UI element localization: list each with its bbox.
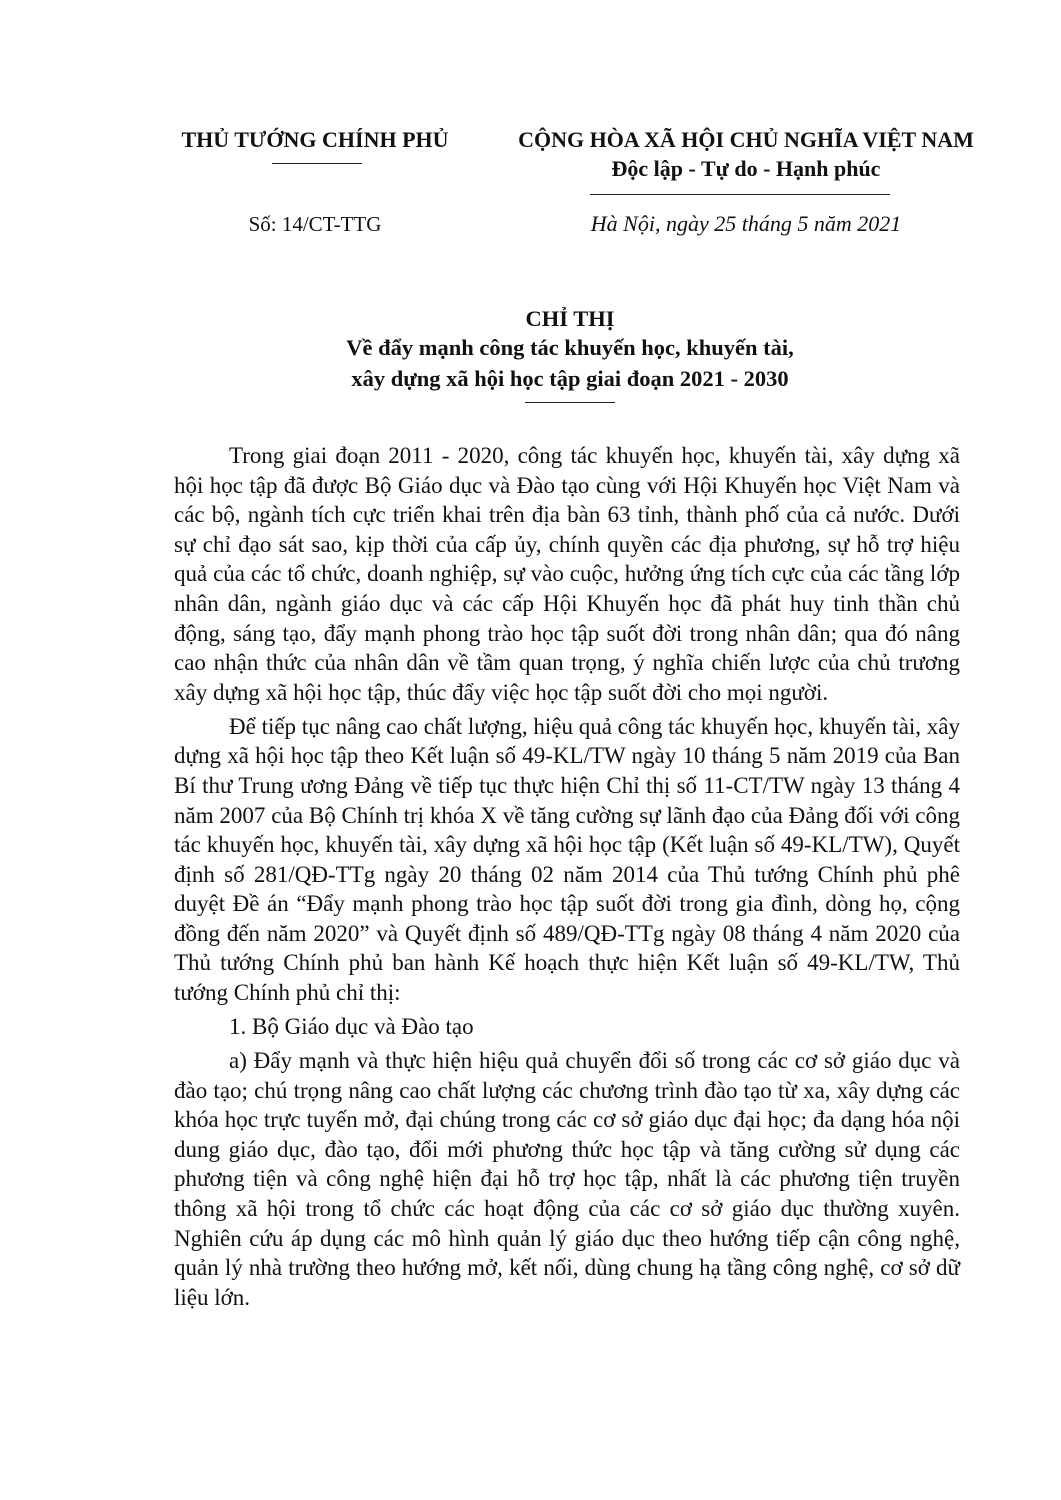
issuer-underline [272, 163, 362, 164]
nation-name: CỘNG HÒA XÃ HỘI CHỦ NGHĨA VIỆT NAM [518, 127, 974, 152]
paragraph-directive: Để tiếp tục nâng cao chất lượng, hiệu quả công tác khuyến học, khuyến tài, xây dựng xã hội học tập theo Kết luận số 49-KL/TW ngày 10 tháng 5 năm 2019 của Ban Bí thư Trung ương Đảng về tiếp tục thực hiện Chỉ thị số 11-CT/TW ngày 13 tháng 4 năm 2007 của Bộ Chính trị khóa X về tăng cường sự lãnh đạo của Đảng đối với công tác khuyến học, khuyến tài, xây dựng xã hội học tập (Kết luận số 49-KL/TW), Quyết định số 281/QĐ-TTg ngày 20 tháng 02 năm 2014 của Thủ tướng Chính phủ phê duyệt Đề án “Đẩy mạnh phong trào học tập suốt đời trong gia đình, dòng họ, cộng đồng đến năm 2020” và Quyết định số 489/QĐ-TTg ngày 08 tháng 4 năm 2020 của Thủ tướng Chính phủ ban hành Kế hoạch thực hiện Kết luận số 49-KL/TW, Thủ tướng Chính phủ chỉ thị: [174, 713, 961, 1006]
issuer-name: THỦ TƯỚNG CHÍNH PHỦ [181, 127, 449, 152]
document-body [174, 441, 960, 1317]
national-motto: Độc lập - Tự do - Hạnh phúc [611, 156, 881, 181]
motto-underline [590, 194, 890, 195]
place-and-date: Hà Nội, ngày 25 tháng 5 năm 2021 [590, 211, 902, 236]
section-heading-1: 1. Bộ Giáo dục và Đào tạo [229, 1014, 474, 1040]
title-underline [525, 402, 615, 403]
paragraph-item-a: a) Đẩy mạnh và thực hiện hiệu quả chuyển đổi số trong các cơ sở giáo dục và đào tạo; chú trọng nâng cao chất lượng các chương trình đào tạo từ xa, xây dựng các khóa học trực tuyến mở, đại chúng trong các cơ sở giáo dục đại học; đa dạng hóa nội dung giáo dục, đào tạo, đổi mới phương thức học tập và tăng cường sử dụng các phương tiện và công nghệ hiện đại hỗ trợ học tập, nhất là các phương tiện truyền thông xã hội trong tổ chức các hoạt động của các cơ sở giáo dục thường xuyên. Nghiên cứu áp dụng các mô hình quản lý giáo dục theo hướng tiếp cận công nghệ, quản lý nhà trường theo hướng mở, kết nối, dùng chung hạ tầng công nghệ, cơ sở dữ liệu lớn. [174, 1048, 960, 1310]
paragraph-intro: Trong giai đoạn 2011 - 2020, công tác khuyến học, khuyến tài, xây dựng xã hội học tập đã được Bộ Giáo dục và Đào tạo cùng với Hội Khuyến học Việt Nam và các bộ, ngành tích cực triển khai trên địa bàn 63 tỉnh, thành phố của cả nước. Dưới sự chỉ đạo sát sao, kịp thời của cấp ủy, chính quyền các địa phương, sự hỗ trợ hiệu quả của các tổ chức, doanh nghiệp, sự vào cuộc, hưởng ứng tích cực của các tầng lớp nhân dân, ngành giáo dục và các cấp Hội Khuyến học đã phát huy tinh thần chủ động, sáng tạo, đẩy mạnh phong trào học tập suốt đời trong nhân dân; qua đó nâng cao nhận thức của nhân dân về tầm quan trọng, ý nghĩa chiến lược của chủ trương xây dựng xã hội học tập, thúc đẩy việc học tập suốt đời cho mọi người. [174, 443, 960, 705]
document-number: Số: 14/CT-TTG [248, 212, 382, 236]
title-line-1: Về đẩy mạnh công tác khuyến học, khuyến tài, [346, 335, 794, 360]
document-type: CHỈ THỊ [525, 306, 615, 331]
title-line-2: xây dựng xã hội học tập giai đoạn 2021 - 2030 [351, 366, 789, 391]
